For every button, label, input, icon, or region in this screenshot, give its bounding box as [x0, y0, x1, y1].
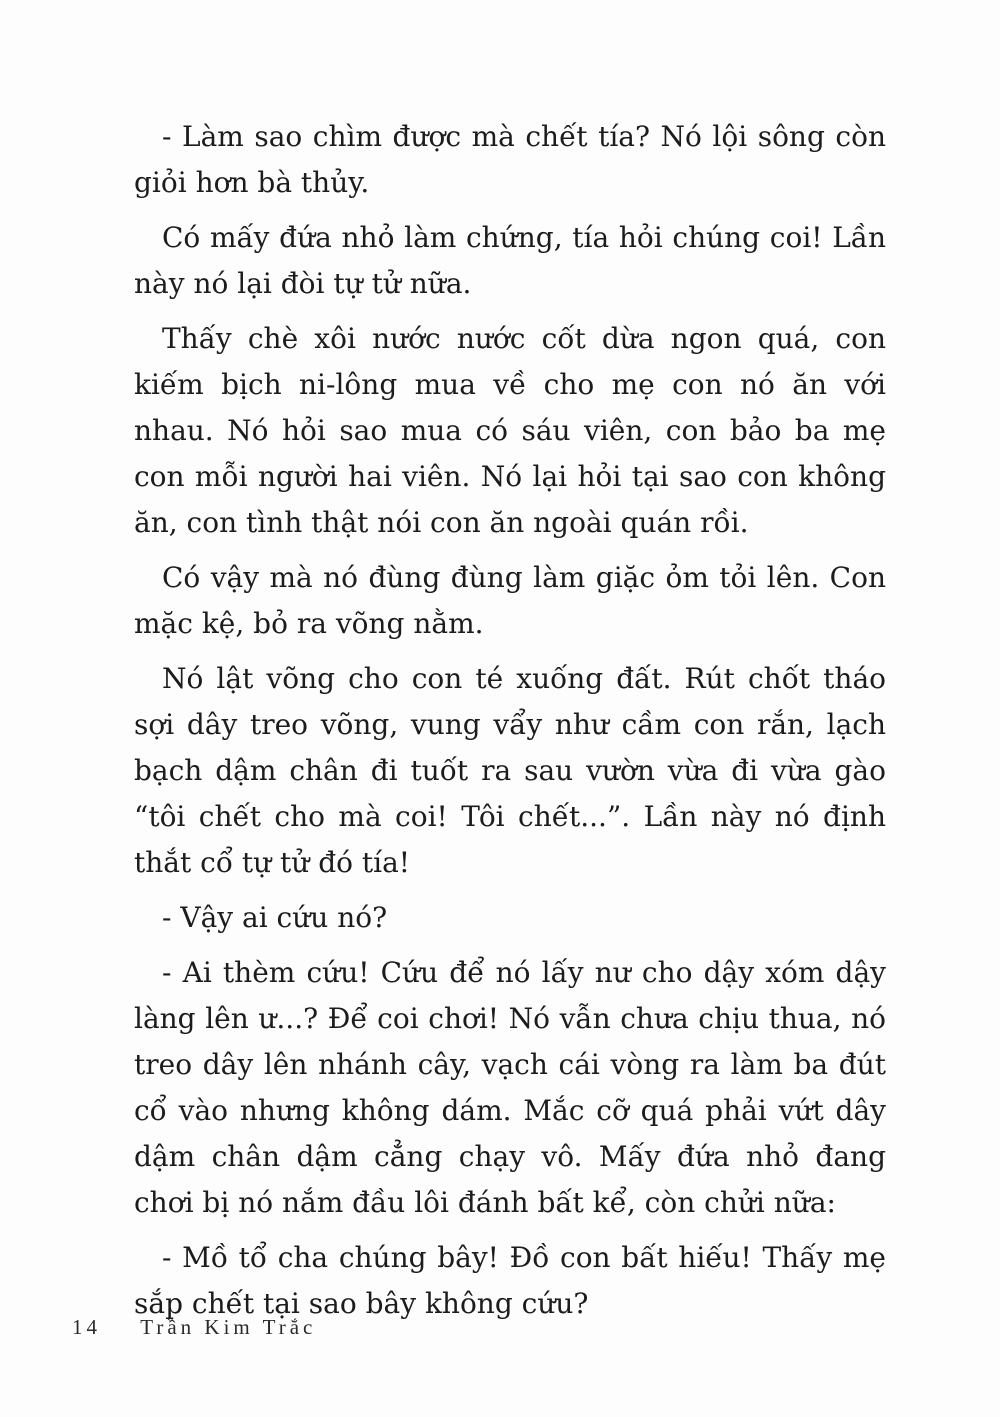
page-footer — [72, 1315, 316, 1340]
paragraph-6: - Vậy ai cứu nó? — [162, 901, 388, 934]
paragraph-2: Có mấy đứa nhỏ làm chứng, tía hỏi chúng coi! Lần này nó lại đòi tự tử nữa. — [134, 221, 886, 300]
author-name: Trần Kim Trắc — [140, 1315, 317, 1339]
paragraph-4: Có vậy mà nó đùng đùng làm giặc ỏm tỏi lên. Con mặc kệ, bỏ ra võng nằm. — [134, 561, 886, 640]
paragraph-3: Thấy chè xôi nước nước cốt dừa ngon quá, con kiếm bịch ni-lông mua về cho mẹ con nó ăn với nhau. Nó hỏi sao mua có sáu viên, con bảo ba mẹ con mỗi người hai viên. Nó lại hỏi tại sao con không ăn, con tình thật nói con ăn ngoài quán rồi. — [134, 322, 886, 539]
paragraph-7: - Ai thèm cứu! Cứu để nó lấy nư cho dậy xóm dậy làng lên ư...? Để coi chơi! Nó vẫn chưa chịu thua, nó treo dây lên nhánh cây, vạch cái vòng ra làm ba đút cổ vào nhưng không dám. Mắc cỡ quá phải vứt dây dậm chân dậm cẳng chạy vô. Mấy đứa nhỏ đang chơi bị nó nắm đầu lôi đánh bất kể, còn chửi nữa: — [134, 956, 886, 1219]
paragraph-5: Nó lật võng cho con té xuống đất. Rút chốt tháo sợi dây treo võng, vung vẩy như cầm con rắn, lạch bạch dậm chân đi tuốt ra sau vườn vừa đi vừa gào “tôi chết cho mà coi! Tôi chết...”. Lần này nó định thắt cổ tự tử đó tía! — [134, 662, 886, 879]
paragraph-1: - Làm sao chìm được mà chết tía? Nó lội sông còn giỏi hơn bà thủy. — [134, 120, 886, 199]
page-number: 14 — [72, 1315, 101, 1339]
body-text — [134, 114, 886, 1336]
paragraph-8: - Mồ tổ cha chúng bây! Đồ con bất hiếu! Thấy mẹ sắp chết tại sao bây không cứu? — [134, 1241, 886, 1320]
